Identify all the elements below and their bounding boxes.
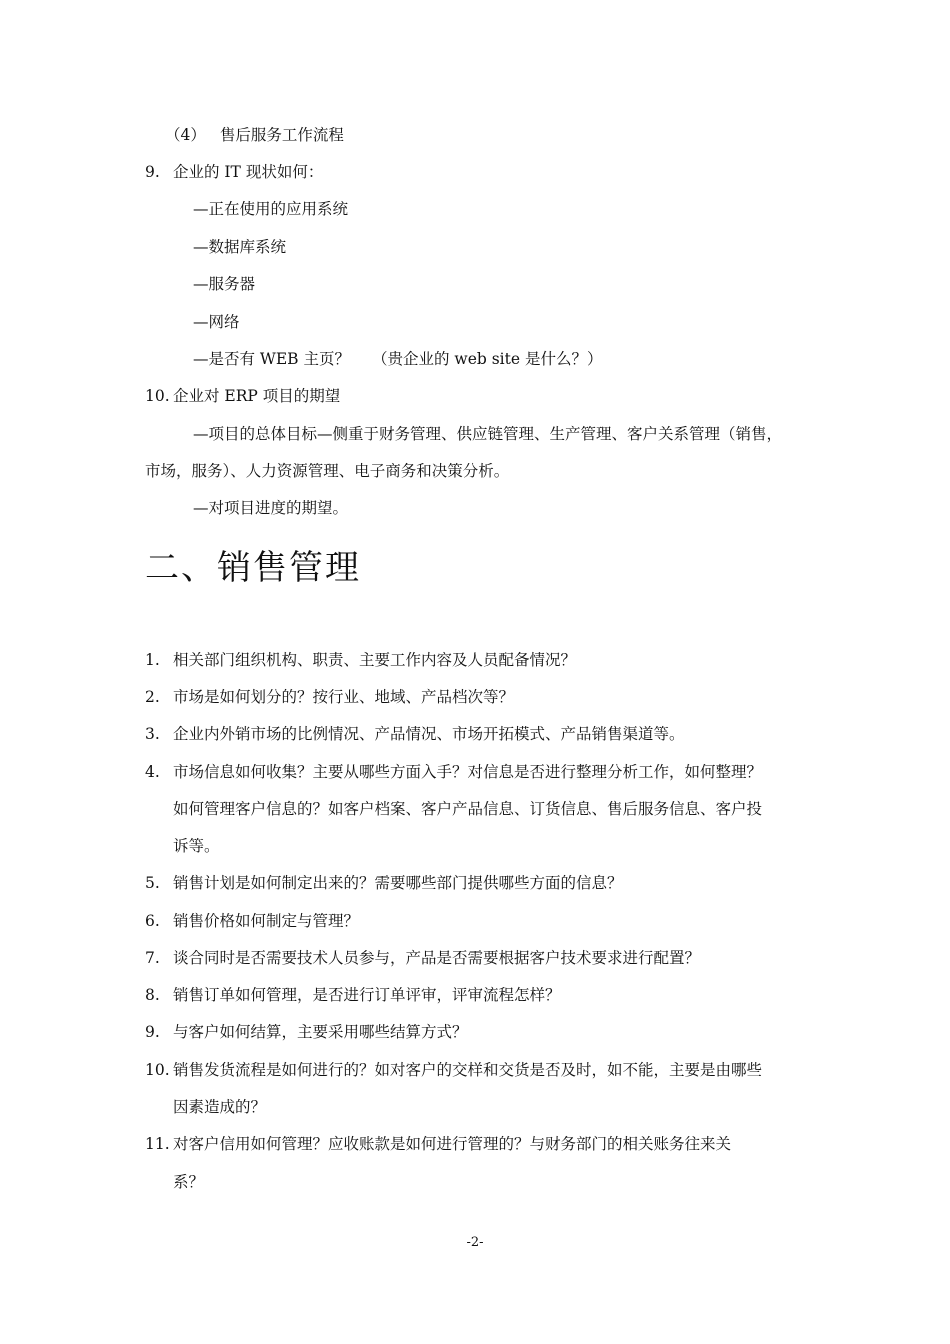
it-sub-web [193, 349, 602, 369]
erp-goal-line-2: 市场，服务）、人力资源管理、电子商务和决策分析。 [145, 462, 510, 480]
item-number: 8. [145, 986, 160, 1004]
it-sub-1: —正在使用的应用系统 [193, 200, 349, 218]
item-text: 销售价格如何制定与管理？ [173, 912, 360, 930]
item-text: 销售订单如何管理，是否进行订单评审，评审流程怎样？ [173, 986, 561, 1004]
item-number: 9. [145, 163, 160, 181]
erp-goal-line-1: —项目的总体目标—侧重于财务管理、供应链管理、生产管理、客户关系管理（销售， [193, 425, 783, 443]
item-text: 与客户如何结算，主要采用哪些结算方式？ [173, 1023, 468, 1041]
item-text: 企业的 IT 现状如何： [173, 163, 324, 181]
sub-item-text: 售后服务工作流程 [219, 126, 344, 144]
item-number: 6. [145, 912, 160, 930]
item-text: 对客户信用如何管理？应收账款是如何进行管理的？与财务部门的相关账务往来关 [173, 1135, 732, 1153]
item-text: 谈合同时是否需要技术人员参与，产品是否需要根据客户技术要求进行配置？ [173, 949, 701, 967]
item-text: 市场是如何划分的？按行业、地域、产品档次等？ [173, 688, 515, 706]
sub-item-number: （4） [165, 126, 206, 144]
item-text: 企业对 ERP 项目的期望 [173, 387, 341, 405]
item-text: 销售发货流程是如何进行的？如对客户的交样和交货是否及时，如不能，主要是由哪些 [173, 1061, 763, 1079]
item-number: 1. [145, 651, 160, 669]
page-number: -2- [466, 1235, 484, 1250]
sub-item-4 [165, 125, 344, 145]
item-text-continued: 诉等。 [173, 837, 220, 855]
item-number: 11. [145, 1135, 170, 1153]
item-text-continued: 因素造成的？ [173, 1098, 267, 1116]
item-number: 4. [145, 763, 160, 781]
item-text-continued: 系？ [173, 1173, 205, 1191]
it-sub-2: —数据库系统 [193, 238, 287, 256]
item-number: 5. [145, 874, 160, 892]
item-text: 企业内外销市场的比例情况、产品情况、市场开拓模式、产品销售渠道等。 [173, 725, 685, 743]
web-question: —是否有 WEB 主页？ [193, 350, 350, 368]
erp-progress: —对项目进度的期望。 [193, 499, 349, 517]
item-number: 9. [145, 1023, 160, 1041]
item-text: 市场信息如何收集？主要从哪些方面入手？对信息是否进行整理分析工作，如何整理？ [173, 763, 763, 781]
it-sub-3: —服务器 [193, 275, 256, 293]
section-heading: 二、销售管理 [145, 548, 361, 588]
item-number: 3. [145, 725, 160, 743]
item-text: 销售计划是如何制定出来的？需要哪些部门提供哪些方面的信息？ [173, 874, 623, 892]
item-number: 10. [145, 387, 170, 405]
it-sub-4: —网络 [193, 313, 240, 331]
item-number: 7. [145, 949, 160, 967]
web-note: （贵企业的 web site 是什么？） [372, 350, 603, 368]
item-text: 相关部门组织机构、职责、主要工作内容及人员配备情况？ [173, 651, 577, 669]
item-number: 2. [145, 688, 160, 706]
item-text-continued: 如何管理客户信息的？如客户档案、客户产品信息、订货信息、售后服务信息、客户投 [173, 800, 763, 818]
item-number: 10. [145, 1061, 170, 1079]
